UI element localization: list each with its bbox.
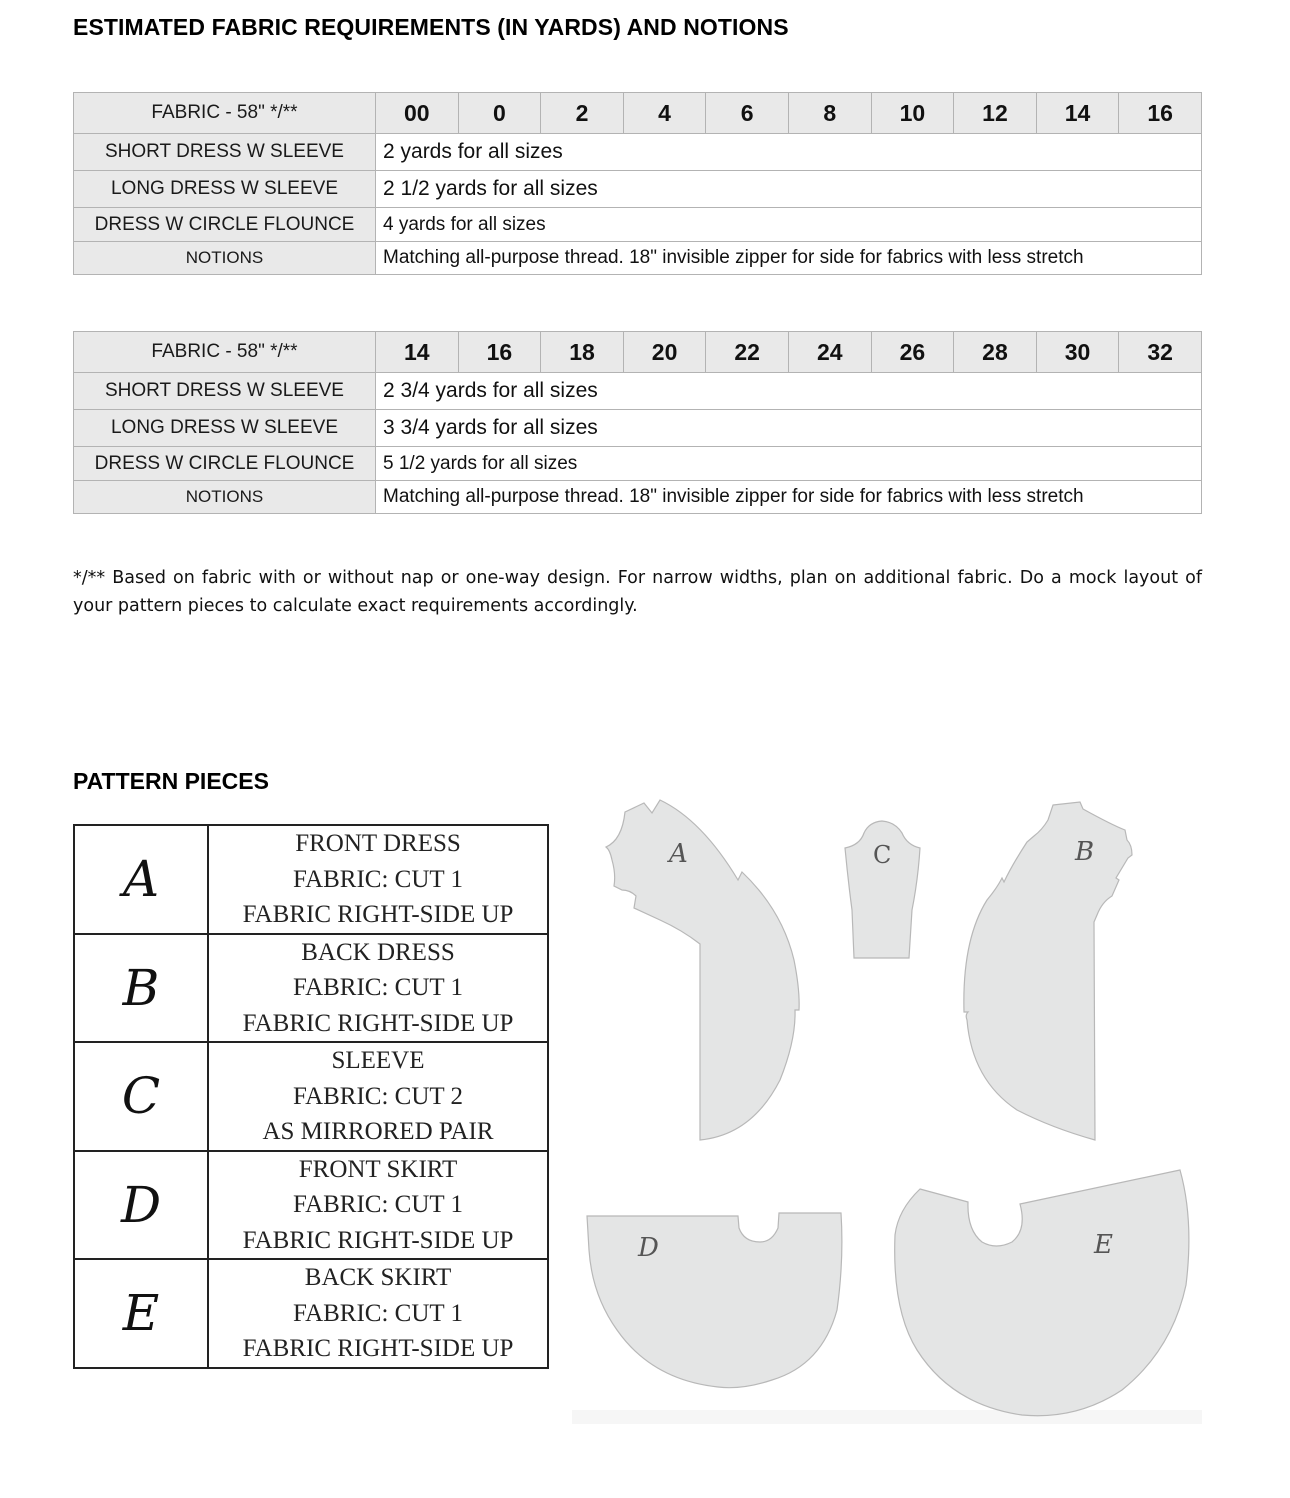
piece-description <box>208 825 548 934</box>
row-value: 2 3/4 yards for all sizes <box>376 373 1202 410</box>
piece-description <box>208 1259 548 1368</box>
piece-name: FRONT DRESS <box>295 830 461 857</box>
piece-description <box>208 934 548 1043</box>
size-cell: 2 <box>541 93 624 134</box>
size-cell: 00 <box>376 93 459 134</box>
piece-name: FRONT SKIRT <box>298 1155 458 1183</box>
row-value: Matching all-purpose thread. 18" invisible zipper for side for fabrics with less stretch <box>376 242 1202 275</box>
piece-description <box>208 1151 548 1260</box>
row-label: DRESS W CIRCLE FLOUNCE <box>74 208 376 242</box>
fabric-footnote: */** Based on fabric with or without nap or one-way design. For narrow widths, plan on additional fabric. Do a mock layout of your pattern pieces to calculate exact requirements accordingly. <box>73 568 1202 616</box>
size-cell: 16 <box>458 332 541 373</box>
row-label: DRESS W CIRCLE FLOUNCE <box>74 447 376 481</box>
size-cell: 10 <box>871 93 954 134</box>
table-row <box>74 242 1202 275</box>
size-cell: 32 <box>1119 332 1202 373</box>
fabric-table-small-sizes <box>73 92 1202 275</box>
piece-letter: B <box>74 934 208 1043</box>
row-label: SHORT DRESS W SLEEVE <box>74 134 376 171</box>
piece-letter: A <box>74 825 208 934</box>
row-label: LONG DRESS W SLEEVE <box>74 410 376 447</box>
row-label: SHORT DRESS W SLEEVE <box>74 373 376 410</box>
row-value: 4 yards for all sizes <box>376 208 1202 242</box>
piece-letter: D <box>74 1151 208 1260</box>
piece-row-b <box>74 934 548 1043</box>
piece-cut: FABRIC: CUT 1 <box>293 1191 463 1218</box>
row-value: 2 yards for all sizes <box>376 134 1202 171</box>
piece-d-label: D <box>638 1233 659 1263</box>
table-row <box>74 447 1202 481</box>
size-cell: 14 <box>376 332 459 373</box>
piece-cut: FABRIC: CUT 1 <box>293 1299 463 1327</box>
fabric-table-large-sizes <box>73 331 1202 514</box>
size-cell: 22 <box>706 332 789 373</box>
piece-name: SLEEVE <box>331 1047 425 1074</box>
fabric-width-label: FABRIC - 58" */** <box>74 93 376 134</box>
piece-b-shape <box>964 802 1132 1140</box>
piece-cut: FABRIC: CUT 1 <box>293 974 463 1001</box>
piece-cut: FABRIC: CUT 2 <box>293 1082 463 1110</box>
piece-e-shape <box>895 1170 1189 1416</box>
size-cell: 24 <box>788 332 871 373</box>
row-label: LONG DRESS W SLEEVE <box>74 171 376 208</box>
table-row <box>74 410 1202 447</box>
row-value: Matching all-purpose thread. 18" invisible zipper for side for fabrics with less stretch <box>376 481 1202 514</box>
piece-cut: FABRIC: CUT 1 <box>293 865 463 893</box>
piece-orientation: FABRIC RIGHT-SIDE UP <box>242 1226 514 1254</box>
size-header-row <box>74 332 1202 373</box>
table-row <box>74 373 1202 410</box>
size-header-row <box>74 93 1202 134</box>
size-cell: 30 <box>1036 332 1119 373</box>
piece-a-shape <box>606 800 799 1140</box>
size-cell: 26 <box>871 332 954 373</box>
piece-e-label: E <box>1094 1230 1113 1260</box>
piece-c-label: C <box>873 841 892 869</box>
size-cell: 14 <box>1036 93 1119 134</box>
pattern-layout-diagram <box>572 790 1202 1424</box>
table-row <box>74 481 1202 514</box>
piece-letter: E <box>74 1259 208 1368</box>
piece-orientation: FABRIC RIGHT-SIDE UP <box>242 1009 514 1037</box>
piece-orientation: AS MIRRORED PAIR <box>262 1118 494 1145</box>
fabric-width-label: FABRIC - 58" */** <box>74 332 376 373</box>
piece-row-e <box>74 1259 548 1368</box>
piece-d-shape <box>587 1213 842 1388</box>
size-cell: 18 <box>541 332 624 373</box>
size-cell: 8 <box>788 93 871 134</box>
piece-name: BACK DRESS <box>301 938 455 966</box>
row-value: 2 1/2 yards for all sizes <box>376 171 1202 208</box>
piece-orientation: FABRIC RIGHT-SIDE UP <box>242 901 514 928</box>
size-cell: 12 <box>954 93 1037 134</box>
piece-row-d <box>74 1151 548 1260</box>
piece-row-c <box>74 1042 548 1151</box>
size-cell: 6 <box>706 93 789 134</box>
table-row <box>74 134 1202 171</box>
piece-name: BACK SKIRT <box>304 1264 452 1291</box>
row-label: NOTIONS <box>74 481 376 514</box>
piece-orientation: FABRIC RIGHT-SIDE UP <box>242 1335 514 1362</box>
size-cell: 4 <box>623 93 706 134</box>
pattern-pieces-table <box>73 824 549 1369</box>
page-title: ESTIMATED FABRIC REQUIREMENTS (IN YARDS) AND NOTIONS <box>73 14 789 40</box>
row-label: NOTIONS <box>74 242 376 275</box>
piece-row-a <box>74 825 548 934</box>
size-cell: 0 <box>458 93 541 134</box>
piece-letter: C <box>74 1042 208 1151</box>
size-cell: 28 <box>954 332 1037 373</box>
piece-description <box>208 1042 548 1151</box>
size-cell: 20 <box>623 332 706 373</box>
table-row <box>74 171 1202 208</box>
pattern-pieces-heading: PATTERN PIECES <box>73 768 269 794</box>
row-value: 5 1/2 yards for all sizes <box>376 447 1202 481</box>
row-value: 3 3/4 yards for all sizes <box>376 410 1202 447</box>
size-cell: 16 <box>1119 93 1202 134</box>
table-row <box>74 208 1202 242</box>
piece-b-label: B <box>1075 837 1095 867</box>
piece-a-label: A <box>669 839 688 869</box>
